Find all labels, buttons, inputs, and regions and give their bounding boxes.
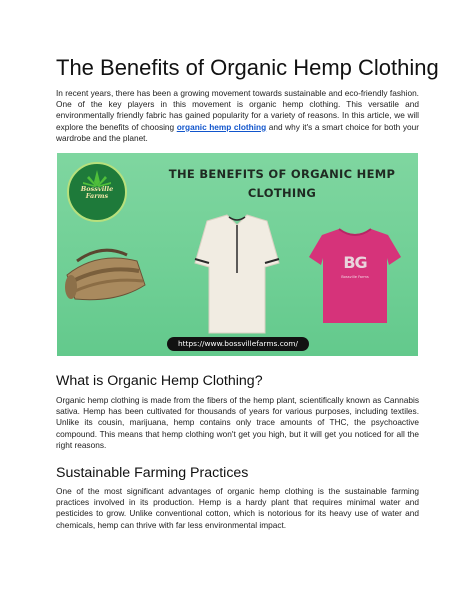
organic-hemp-clothing-link[interactable]: organic hemp clothing: [176, 121, 267, 132]
tshirt-caption: Bossville Farms: [341, 275, 369, 279]
section-heading-what-is: What is Organic Hemp Clothing?: [56, 373, 263, 389]
page-title: The Benefits of Organic Hemp Clothing: [56, 55, 439, 80]
intro-text-after-link: and why it's a smart choice for both your wardrobe and the planet.: [56, 121, 419, 143]
intro-paragraph: [56, 88, 419, 144]
banner-heading: THE BENEFITS OF ORGANIC HEMP CLOTHING: [168, 167, 396, 200]
tshirt-monogram: BG: [343, 253, 367, 272]
section-body-sustainable-farming: One of the most significant advantages of organic hemp clothing is the sustainable farming practices involved in its production. Hemp is a hardy plant that requires minimal water and pesticides to grow. Unlike conventional cotton, which is notorious for its heavy use of water and chemicals, hemp can thrive with far less environmental impact.: [56, 486, 419, 530]
intro-text-before-link: In recent years, there has been a growing movement towards sustainable and eco-friendly fashion. One of the key players in this movement is organic hemp clothing. This versatile and environmentally friendly fabric has gained popularity for a variety of reasons. In this article, we will explore the benefits of choosing: [56, 88, 419, 132]
section-heading-sustainable-farming: Sustainable Farming Practices: [56, 465, 249, 481]
banner-image: [57, 153, 418, 356]
logo-text: Bossville Farms: [80, 185, 114, 200]
website-url-badge: https://www.bossvillefarms.com/: [167, 337, 309, 351]
section-body-what-is: Organic hemp clothing is made from the fibers of the hemp plant, scientifically known as Cannabis sativa. Hemp has been cultivated for thousands of years for various purposes, including textiles. Unlike its cousin, marijuana, hemp contains only trace amounts of THC, the psychoactive compound. This means that hemp clothing won't get you high, but it will get you noticed for all the right reasons.: [56, 395, 419, 450]
